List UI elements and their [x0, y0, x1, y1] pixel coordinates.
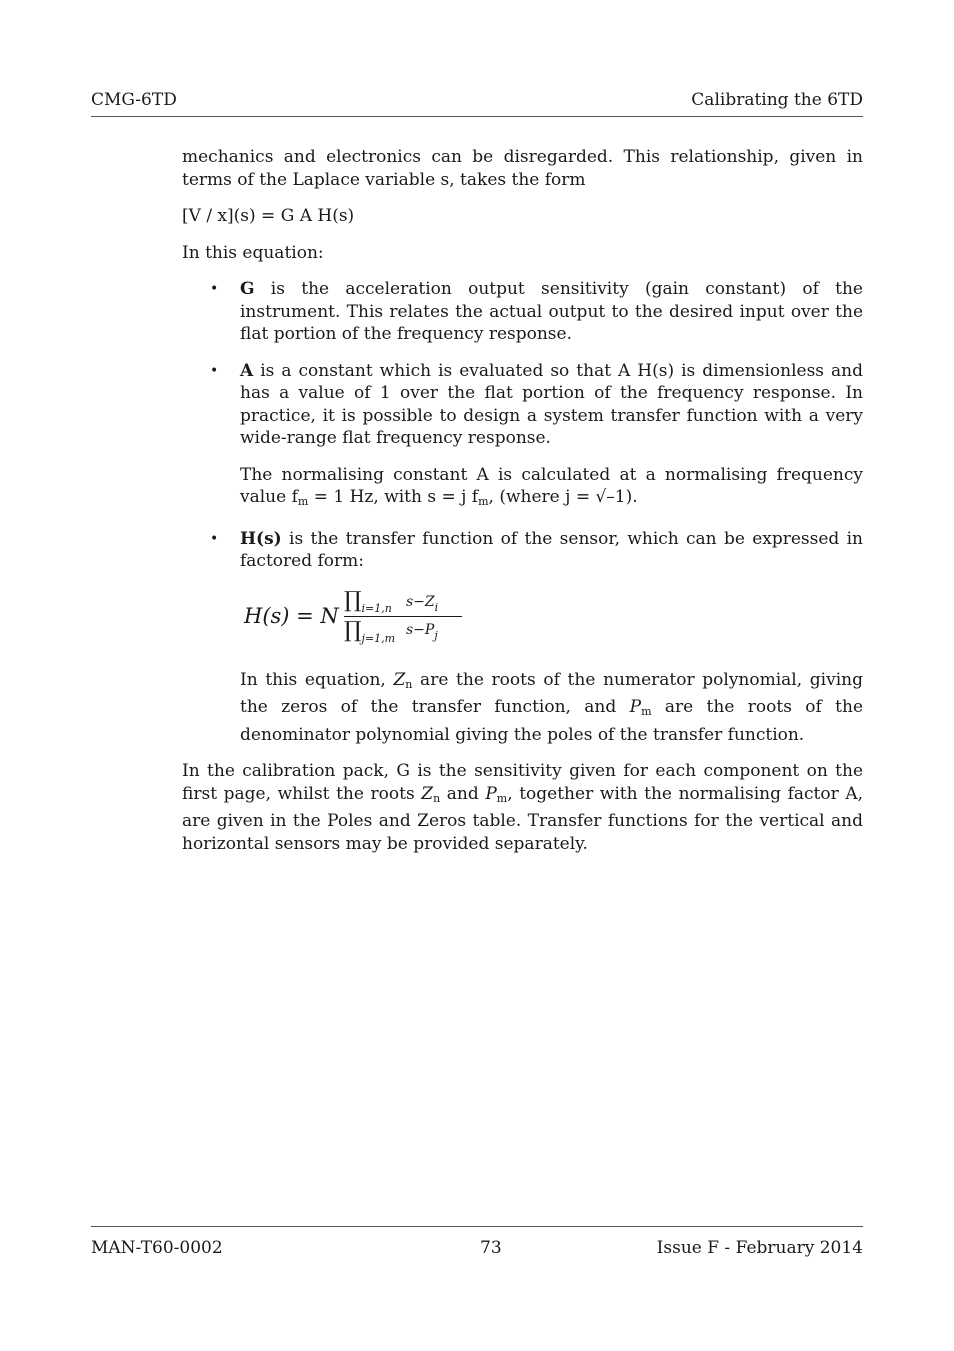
formula-fraction	[344, 587, 462, 647]
term-a: A	[240, 360, 254, 381]
closing-z-sub: n	[433, 791, 441, 805]
normalising-constant-paragraph	[240, 464, 863, 514]
transfer-function-formula	[244, 587, 863, 649]
norm-sub-2: m	[478, 495, 489, 508]
bullet-icon: •	[210, 530, 219, 547]
expl-text-2: are the roots of the numerator polynomial, giving the zeros of the transfer function, and	[240, 669, 863, 717]
fraction-bar	[344, 616, 462, 617]
bullet-icon: •	[210, 362, 219, 379]
formula-lhs: H(s) = N	[244, 603, 339, 628]
definition-g-text: is the acceleration output sensitivity (gain constant) of the instrument. This relates the actual output to the desired input over the flat portion of the frequency response.	[240, 279, 863, 344]
definition-h-text: is the transfer function of the sensor, which can be expressed in factored form:	[240, 528, 863, 571]
list-item-a	[210, 360, 863, 514]
definition-a-text: is a constant which is evaluated so that A H(s) is dimensionless and has a value of 1 over the flat portion of the frequency response. In practice, it is possible to design a system transfer function with a very wide-range flat frequency response.	[240, 360, 863, 448]
formula-explanation	[240, 669, 863, 747]
header-section-title: Calibrating the 6TD	[691, 90, 863, 110]
norm-text-1: The normalising constant A is calculated at a normalising frequency value f	[240, 464, 863, 507]
closing-paragraph	[182, 760, 863, 855]
closing-p: P	[485, 783, 497, 804]
product-symbol: ∏	[344, 587, 362, 613]
numerator-term-sub: i	[434, 600, 439, 614]
expl-text-1: In this equation,	[240, 669, 394, 690]
bullet-icon: •	[210, 281, 219, 297]
page-body	[182, 146, 863, 869]
page-header	[91, 90, 863, 117]
denominator-term	[406, 619, 438, 648]
numerator-term-text: s−Z	[406, 593, 435, 610]
expl-z: Z	[393, 669, 406, 690]
expl-p: P	[629, 697, 642, 717]
denominator-term-text: s−P	[406, 621, 435, 638]
expl-z-sub: n	[405, 677, 413, 691]
norm-text-2: = 1 Hz, with s = j f	[308, 487, 479, 507]
expl-p-sub: m	[641, 705, 652, 718]
transfer-equation: [V / x](s) = G A H(s)	[182, 206, 355, 226]
header-doc-title: CMG-6TD	[91, 90, 177, 110]
page-footer	[91, 1226, 863, 1257]
expl-text-3: are the roots of the denominator polynomial giving the poles of the transfer function.	[240, 697, 864, 745]
closing-p-sub: m	[496, 791, 508, 805]
intro-paragraph: mechanics and electronics can be disregarded. This relationship, given in terms of the Laplace variable s, takes the form	[182, 147, 863, 190]
definition-list	[182, 278, 863, 746]
product-symbol: ∏	[344, 617, 362, 643]
closing-text-1: In the calibration pack, G is the sensitivity given for each component on the first page, whilst the roots	[182, 761, 863, 804]
definition-h	[240, 528, 863, 573]
denominator-term-sub: j	[434, 628, 438, 642]
footer-doc-number: MAN-T60-0002	[91, 1238, 223, 1258]
footer-issue: Issue F - February 2014	[656, 1238, 863, 1258]
closing-text-2: and	[440, 783, 486, 804]
list-item-g	[210, 278, 863, 346]
denominator-index: j=1,m	[361, 631, 396, 645]
formula-denominator	[344, 617, 438, 651]
list-item-h	[210, 528, 864, 747]
closing-text-3: , together with the normalising factor A, are given in the Poles and Zeros table. Transfer functions for the vertical and horizontal sensors may be provided separately.	[182, 783, 864, 854]
norm-sub-1: m	[297, 495, 309, 508]
numerator-index: i=1,n	[361, 601, 392, 615]
norm-text-3: , (where j = √–1).	[488, 487, 638, 507]
definition-a	[240, 360, 863, 450]
equation-lead-in: In this equation:	[182, 242, 324, 263]
definition-g	[240, 278, 863, 346]
term-g: G	[240, 279, 255, 299]
term-h: H(s)	[240, 528, 282, 549]
closing-z: Z	[421, 783, 434, 804]
footer-page-number: 73	[480, 1238, 502, 1258]
